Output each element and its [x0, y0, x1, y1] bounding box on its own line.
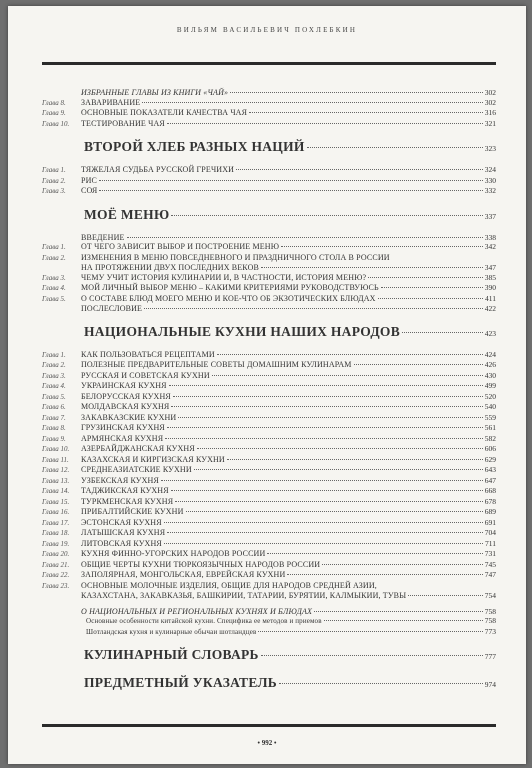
page-ref: 302 [484, 97, 496, 107]
running-head: ВИЛЬЯМ ВАСИЛЬЕВИЧ ПОХЛЕБКИН [176, 26, 358, 34]
toc-entry [42, 570, 496, 581]
dot-leader [267, 553, 482, 554]
entry-title: ЛИТОВСКАЯ КУХНЯ [81, 538, 162, 548]
toc-entry [42, 360, 496, 371]
toc-entry [42, 560, 496, 571]
entry-title: ОТ ЧЕГО ЗАВИСИТ ВЫБОР И ПОСТРОЕНИЕ МЕНЮ [81, 242, 280, 251]
chapter-label: Глава 4. [42, 382, 66, 390]
toc-part-heading [42, 207, 496, 225]
entry-title: УЗБЕКСКАЯ КУХНЯ [81, 475, 159, 485]
toc-entry [42, 486, 496, 497]
chapter-label: Глава 10. [42, 119, 70, 128]
toc-entry [42, 423, 496, 434]
dot-leader [261, 267, 483, 268]
chapter-label: Глава 17. [42, 518, 70, 527]
chapter-label: Глава 5. [42, 392, 66, 401]
entry-title: Шотландская кухня и кулинарные обычаи шотландцев [86, 627, 257, 636]
chapter-label: Глава 12. [42, 466, 70, 474]
entry-title: ВВЕДЕНИЕ [81, 232, 125, 242]
toc-entry [42, 233, 496, 243]
entry-title: МОЙ ЛИЧНЫЙ ВЫБОР МЕНЮ – КАКИМИ КРИТЕРИЯМИ РУКОВОДСТВУЮСЬ [81, 283, 379, 292]
page-ref: 606 [484, 444, 496, 453]
toc-entry [42, 294, 496, 305]
dot-leader [171, 406, 482, 407]
page-ref: 423 [484, 328, 496, 338]
dot-leader [408, 595, 482, 596]
chapter-label: Глава 4. [42, 284, 66, 292]
dot-leader [212, 375, 483, 376]
toc-entry [42, 253, 496, 264]
chapter-label: Глава 6. [42, 403, 66, 411]
toc-entry [42, 119, 496, 130]
entry-title-line2: НА ПРОТЯЖЕНИИ ДВУХ ПОСЛЕДНИХ ВЕКОВ [81, 263, 260, 272]
toc-entry [42, 627, 496, 638]
entry-title: ЗАКАВКАЗСКИЕ КУХНИ [81, 412, 177, 422]
entry-title: ЛАТЫШСКАЯ КУХНЯ [81, 528, 166, 537]
toc-part-heading [42, 675, 496, 693]
page-ref: 773 [484, 626, 496, 636]
toc-entry [42, 371, 496, 382]
entry-title: ОБЩИЕ ЧЕРТЫ КУХНИ ТЮРКОЯЗЫЧНЫХ НАРОДОВ РОССИИ [81, 559, 321, 569]
chapter-label: Глава 2. [42, 361, 66, 369]
bottom-rule [42, 724, 496, 727]
part-title: ПРЕДМЕТНЫЙ УКАЗАТЕЛЬ [84, 675, 278, 690]
dot-leader [167, 532, 483, 533]
page-ref: 629 [484, 454, 496, 464]
page-ref: 424 [484, 349, 496, 359]
dot-leader [197, 448, 483, 449]
entry-title: ОСНОВНЫЕ ПОКАЗАТЕЛИ КАЧЕСТВА ЧАЯ [81, 108, 248, 117]
entry-title: УКРАИНСКАЯ КУХНЯ [81, 381, 167, 390]
toc-entry [42, 381, 496, 392]
page-ref: 668 [484, 486, 496, 495]
table-of-contents [42, 88, 496, 701]
chapter-label: Глава 14. [42, 487, 70, 495]
page-ref: 390 [484, 283, 496, 292]
page-ref: 411 [485, 293, 496, 303]
toc-entry [42, 350, 496, 361]
page-ref: 422 [484, 304, 496, 313]
entry-title: ЗАВАРИВАНИЕ [81, 97, 141, 107]
toc-part-heading [42, 647, 496, 665]
dot-leader [127, 237, 483, 238]
dot-leader [164, 543, 483, 544]
dot-leader [354, 364, 483, 365]
dot-leader [178, 417, 482, 418]
entry-title: РИС [81, 175, 98, 185]
dot-leader [279, 683, 483, 684]
page-ref: 321 [484, 118, 496, 128]
page-ref: 342 [484, 242, 496, 251]
dot-leader [287, 574, 482, 575]
dot-leader [194, 469, 483, 470]
entry-title: ИЗБРАННЫЕ ГЛАВЫ ИЗ КНИГИ «ЧАЙ» [81, 88, 229, 97]
entry-title: МОЛДАВСКАЯ КУХНЯ [81, 402, 170, 411]
chapter-label: Глава 19. [42, 539, 70, 548]
chapter-label: Глава 11. [42, 455, 69, 464]
page-ref: 731 [484, 549, 496, 558]
entry-title: ИЗМЕНЕНИЯ В МЕНЮ ПОВСЕДНЕВНОГО И ПРАЗДНИЧНОГО СТОЛА В РОССИИ [81, 252, 390, 262]
part-title: МОЁ МЕНЮ [84, 206, 170, 222]
dot-leader [227, 459, 483, 460]
page-ref: 711 [485, 538, 496, 548]
dot-leader [186, 511, 483, 512]
dot-leader [169, 385, 483, 386]
entry-title: ЗАПОЛЯРНАЯ, МОНГОЛЬСКАЯ, ЕВРЕЙСКАЯ КУХНИ [81, 570, 286, 579]
page-ref: 747 [484, 570, 496, 579]
dot-leader [402, 332, 483, 333]
dot-leader [249, 112, 483, 113]
chapter-label: Глава 23. [42, 581, 70, 590]
toc-entry [42, 434, 496, 445]
dot-leader [142, 102, 482, 103]
toc-entry-continuation [42, 591, 496, 601]
dot-leader [175, 501, 483, 502]
page-ref: 337 [484, 211, 496, 221]
chapter-label: Глава 16. [42, 508, 70, 516]
chapter-label: Глава 8. [42, 424, 66, 432]
page-ref: 758 [484, 606, 496, 616]
part-title: КУЛИНАРНЫЙ СЛОВАРЬ [84, 647, 259, 662]
dot-leader [368, 277, 483, 278]
top-rule [42, 62, 496, 65]
page-ref: 520 [484, 391, 496, 401]
dot-leader [173, 396, 483, 397]
page-ref: 385 [484, 272, 496, 282]
entry-title: КАК ПОЛЬЗОВАТЬСЯ РЕЦЕПТАМИ [81, 349, 215, 359]
entry-title: Основные особенности китайской кухни. Специфика ее методов и приемов [86, 617, 322, 625]
page-ref: 561 [484, 423, 496, 432]
toc-entry [42, 497, 496, 508]
page-ref: 323 [484, 144, 496, 153]
entry-title: СРЕДНЕАЗИАТСКИЕ КУХНИ [81, 465, 192, 474]
entry-title: ЭСТОНСКАЯ КУХНЯ [81, 517, 162, 527]
toc-entry [42, 549, 496, 560]
chapter-label: Глава 1. [42, 243, 66, 251]
page-ref: 302 [484, 88, 496, 97]
dot-leader [167, 123, 483, 124]
dot-leader [236, 169, 483, 170]
entry-title: О СОСТАВЕ БЛЮД МОЕГО МЕНЮ И КОЕ-ЧТО ОБ ЭКЗОТИЧЕСКИХ БЛЮДАХ [81, 293, 376, 303]
page-ref: 704 [484, 528, 496, 537]
dot-leader [307, 147, 483, 148]
toc-entry [42, 186, 496, 197]
toc-entry [42, 108, 496, 119]
entry-title: БЕЛОРУССКАЯ КУХНЯ [81, 391, 171, 401]
page-ref: 316 [484, 108, 496, 117]
dot-leader [281, 246, 483, 247]
page-ref: 330 [484, 175, 496, 185]
dot-leader [99, 180, 483, 181]
page-ref: 745 [484, 559, 496, 569]
toc-entry [42, 616, 496, 627]
chapter-label: Глава 5. [42, 294, 66, 303]
toc-entry [42, 507, 496, 518]
page-ref: 426 [484, 360, 496, 369]
toc-entry [42, 242, 496, 253]
dot-leader [171, 490, 483, 491]
chapter-label: Глава 13. [42, 476, 70, 485]
page-ref: 754 [484, 591, 496, 600]
dot-leader [324, 620, 483, 621]
toc-entry [42, 518, 496, 529]
toc-entry [42, 304, 496, 314]
toc-entry [42, 607, 496, 617]
entry-title: ПОСЛЕСЛОВИЕ [81, 304, 143, 313]
dot-leader [378, 298, 483, 299]
page-ref: 347 [484, 263, 496, 272]
page-ref: 777 [484, 652, 496, 661]
chapter-label: Глава 7. [42, 413, 66, 422]
toc-entry [42, 476, 496, 487]
chapter-label: Глава 2. [42, 253, 66, 262]
part-title: ВТОРОЙ ХЛЕБ РАЗНЫХ НАЦИЙ [84, 139, 305, 154]
chapter-label: Глава 22. [42, 571, 70, 579]
entry-title: РУССКАЯ И СОВЕТСКАЯ КУХНИ [81, 370, 210, 380]
toc-part-heading [42, 324, 496, 342]
toc-entry [42, 455, 496, 466]
dot-leader [164, 522, 483, 523]
dot-leader [167, 427, 483, 428]
page-ref: 758 [484, 616, 496, 625]
dot-leader [217, 354, 483, 355]
chapter-label: Глава 9. [42, 434, 66, 443]
page-ref: 678 [484, 496, 496, 506]
toc-entry [42, 98, 496, 109]
page-ref: 691 [484, 517, 496, 527]
entry-title: ПОЛЕЗНЫЕ ПРЕДВАРИТЕЛЬНЫЕ СОВЕТЫ ДОМАШНИМ КУЛИНАРАМ [81, 360, 352, 369]
page-ref: 499 [484, 381, 496, 390]
toc-entry [42, 581, 496, 592]
page-ref: 559 [484, 412, 496, 422]
dot-leader [144, 308, 483, 309]
chapter-label: Глава 2. [42, 176, 66, 185]
entry-title: О НАЦИОНАЛЬНЫХ И РЕГИОНАЛЬНЫХ КУХНЯХ И БЛЮДАХ [81, 606, 313, 616]
toc-entry [42, 392, 496, 403]
chapter-label: Глава 21. [42, 560, 70, 569]
page-ref: 974 [484, 680, 496, 689]
chapter-label: Глава 3. [42, 273, 66, 282]
toc-entry [42, 402, 496, 413]
toc-entry [42, 283, 496, 294]
dot-leader [99, 190, 482, 191]
toc-part-heading [42, 139, 496, 157]
dot-leader [261, 655, 483, 656]
entry-title: ТЯЖЕЛАЯ СУДЬБА РУССКОЙ ГРЕЧИХИ [81, 165, 235, 174]
chapter-label: Глава 18. [42, 529, 70, 537]
dot-leader [381, 287, 483, 288]
toc-entry [42, 165, 496, 176]
chapter-label: Глава 1. [42, 166, 66, 174]
dot-leader [165, 438, 483, 439]
page-ref: 582 [484, 433, 496, 443]
entry-title: АЗЕРБАЙДЖАНСКАЯ КУХНЯ [81, 444, 195, 453]
page-number: • 992 • [257, 739, 277, 747]
toc-entry [42, 444, 496, 455]
toc-entry [42, 465, 496, 476]
entry-title: КУХНЯ ФИННО-УГОРСКИХ НАРОДОВ РОССИИ [81, 549, 266, 558]
entry-title: ТУРКМЕНСКАЯ КУХНЯ [81, 496, 174, 506]
part-title: НАЦИОНАЛЬНЫЕ КУХНИ НАШИХ НАРОДОВ [84, 323, 401, 339]
toc-entry [42, 273, 496, 284]
entry-title: ТЕСТИРОВАНИЕ ЧАЯ [81, 118, 165, 128]
page-ref: 430 [484, 370, 496, 380]
toc-entry [42, 176, 496, 187]
toc-entry [42, 539, 496, 550]
dot-leader [322, 564, 483, 565]
dot-leader [230, 92, 483, 93]
dot-leader [171, 215, 482, 216]
toc-entry [42, 88, 496, 98]
page-ref: 647 [484, 475, 496, 485]
chapter-label: Глава 3. [42, 371, 66, 380]
entry-title: ГРУЗИНСКАЯ КУХНЯ [81, 423, 165, 432]
entry-title: ПРИБАЛТИЙСКИЕ КУХНИ [81, 507, 184, 516]
entry-title: СОЯ [81, 186, 98, 195]
chapter-label: Глава 1. [42, 350, 66, 359]
entry-title: ТАДЖИКСКАЯ КУХНЯ [81, 486, 169, 495]
page-ref: 643 [484, 465, 496, 474]
toc-entry [42, 413, 496, 424]
dot-leader [161, 480, 483, 481]
toc-entry-continuation [42, 263, 496, 273]
chapter-label: Глава 10. [42, 445, 70, 453]
page-ref: 338 [484, 232, 496, 242]
chapter-label: Глава 8. [42, 98, 66, 107]
book-page [8, 6, 526, 764]
entry-title: ЧЕМУ УЧИТ ИСТОРИЯ КУЛИНАРИИ И, В ЧАСТНОСТИ, ИСТОРИЯ МЕНЮ? [81, 272, 367, 282]
dot-leader [258, 631, 482, 632]
entry-title: ОСНОВНЫЕ МОЛОЧНЫЕ ИЗДЕЛИЯ, ОБЩИЕ ДЛЯ НАРОДОВ СРЕДНЕЙ АЗИИ, [81, 580, 377, 590]
entry-title: КАЗАХСКАЯ И КИРГИЗСКАЯ КУХНИ [81, 454, 225, 464]
entry-title-line2: КАЗАХСТАНА, ЗАКАВКАЗЬЯ, БАШКИРИИ, ТАТАРИИ, БУРЯТИИ, КАЛМЫКИИ, ТУВЫ [81, 591, 407, 600]
page-ref: 540 [484, 402, 496, 411]
chapter-label: Глава 20. [42, 550, 70, 558]
chapter-label: Глава 15. [42, 497, 70, 506]
entry-title: АРМЯНСКАЯ КУХНЯ [81, 433, 164, 443]
chapter-label: Глава 3. [42, 187, 66, 195]
dot-leader [314, 611, 483, 612]
toc-entry [42, 528, 496, 539]
chapter-label: Глава 9. [42, 109, 66, 117]
page-ref: 324 [484, 165, 496, 174]
page-ref: 689 [484, 507, 496, 516]
page-ref: 332 [484, 186, 496, 195]
